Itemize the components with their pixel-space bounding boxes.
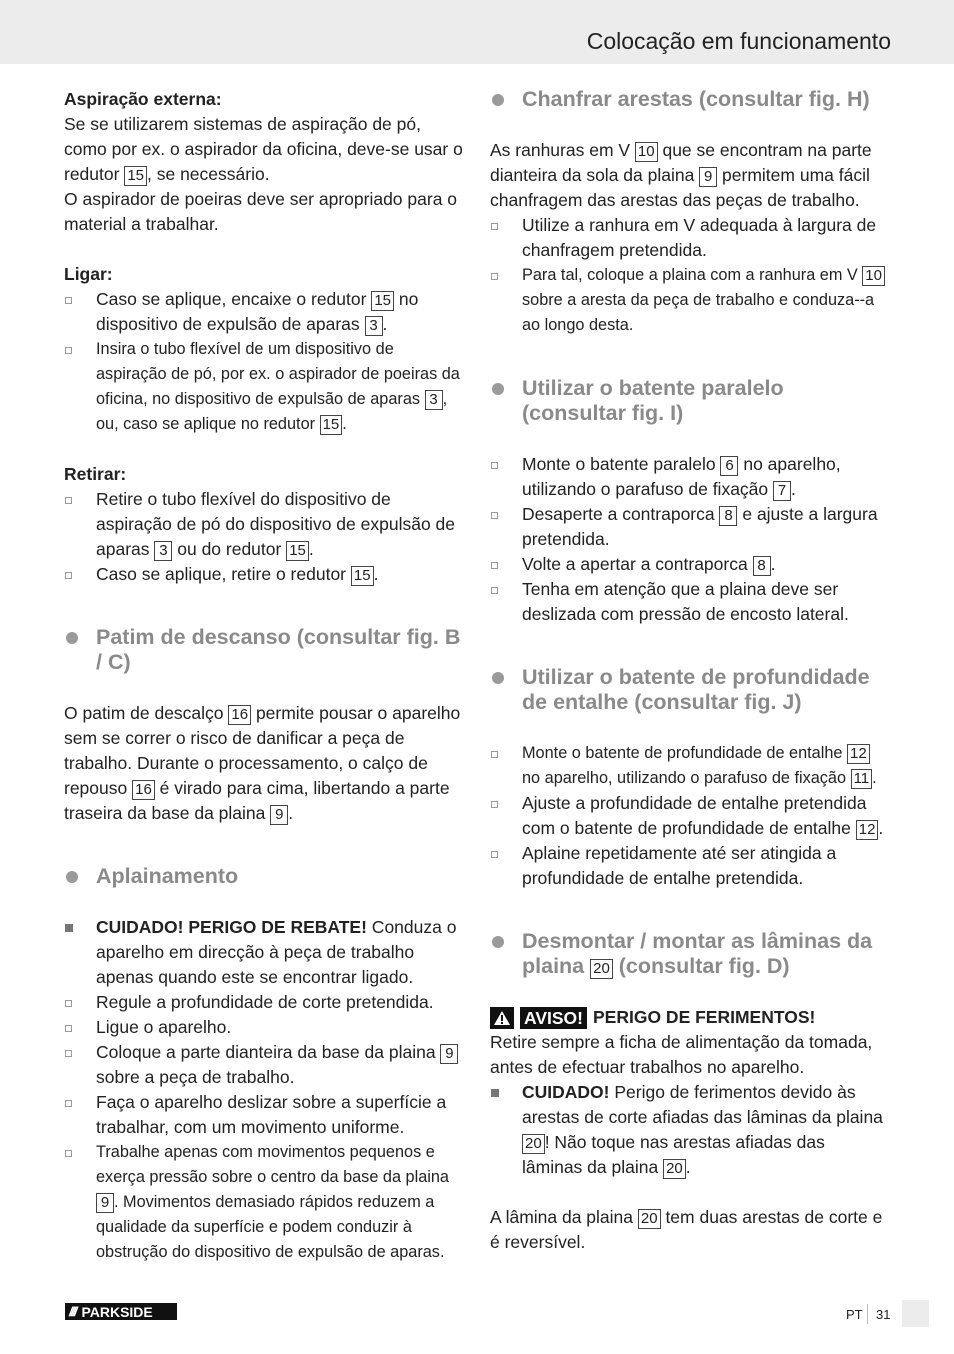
chamfer-list (490, 213, 890, 338)
ref-number: 8 (719, 506, 737, 526)
ref-number: 3 (425, 390, 443, 410)
list-item: Ligue o aparelho. (64, 1015, 464, 1040)
ref-number: 9 (440, 1044, 458, 1064)
list-item: Monte o batente de profundidade de entalhe 12 no aparelho, utilizando o parafuso de fixação 11 . (490, 741, 890, 791)
ref-number: 6 (720, 456, 738, 476)
parallel-stop-list (490, 452, 890, 627)
section-heading-parallel-stop: Utilizar o batente paralelo (consultar fig. I) (490, 376, 890, 426)
ref-number: 20 (638, 1209, 661, 1229)
page-number: 31 (876, 1307, 891, 1322)
ref-number: 15 (320, 415, 343, 435)
ref-number: 7 (773, 481, 791, 501)
remove-label: Retirar: (64, 464, 127, 484)
ref-number: 20 (522, 1134, 545, 1154)
right-column (490, 87, 890, 1255)
blades-list (490, 1080, 890, 1180)
warning-text: PERIGO DE FERIMENTOS! (593, 1007, 816, 1027)
ref-number: 11 (851, 769, 873, 789)
ref-number: 10 (862, 266, 885, 286)
ref-number: 15 (371, 291, 394, 311)
list-item: CUIDADO! PERIGO DE REBATE! Conduza o aparelho em direcção à peça de trabalho apenas quando este se encontrar ligado. (64, 915, 464, 990)
ref-number: 9 (96, 1193, 114, 1213)
ref-number: 15 (286, 541, 309, 561)
external-aspiration-note: O aspirador de poeiras deve ser apropriado para o material a trabalhar. (64, 189, 458, 234)
page-title: Colocação em funcionamento (586, 28, 891, 54)
warning-badge: AVISO! (520, 1007, 587, 1029)
ref-number: 16 (228, 705, 251, 725)
ref-number: 12 (856, 820, 879, 840)
list-item: Monte o batente paralelo 6 no aparelho, utilizando o parafuso de fixação 7 . (490, 452, 890, 502)
ref-number: 3 (365, 316, 383, 336)
section-heading-planing: Aplainamento (64, 864, 464, 889)
list-item: Tenha em atenção que a plaina deve ser deslizada com pressão de encosto lateral. (490, 577, 890, 627)
ref-number: 9 (270, 805, 288, 825)
left-column (64, 87, 464, 1265)
list-item: Volte a apertar a contraporca 8 . (490, 552, 890, 577)
list-item: Coloque a parte dianteira da base da plaina 9 sobre a peça de trabalho. (64, 1040, 464, 1090)
remove-list (64, 487, 464, 587)
external-aspiration-text: Se se utilizarem sistemas de aspiração de pó, como por ex. o aspirador da oficina, deve-se usar o redutor 15 , se necessário. (64, 114, 463, 184)
section-heading-chamfer: Chanfrar arestas (consultar fig. H) (490, 87, 890, 112)
ref-number: 9 (699, 167, 717, 187)
list-item: CUIDADO! Perigo de ferimentos devido às arestas de corte afiadas das lâminas da plaina 20 ! Não toque nas arestas afiadas das lâminas da plaina 20 . (490, 1080, 890, 1180)
list-item: Aplaine repetidamente até ser atingida a profundidade de entalhe pretendida. (490, 841, 890, 891)
section-heading-blades: Desmontar / montar as lâminas da plaina 20 (consultar fig. D) (490, 929, 890, 979)
list-item: Retire o tubo flexível do dispositivo de aspiração de pó do dispositivo de expulsão de aparas 3 ou do redutor 15 . (64, 487, 464, 562)
list-item: Trabalhe apenas com movimentos pequenos e exerça pressão sobre o centro da base da plaina 9 . Movimentos demasiado rápidos reduzem a qualidade da superfície e podem conduzir à obstrução do dispositivo de expulsão de aparas. (64, 1140, 464, 1265)
ref-number: 12 (847, 744, 870, 764)
ref-number: 20 (663, 1159, 686, 1179)
ref-number: 15 (124, 166, 147, 186)
list-item: Utilize a ranhura em V adequada à largura de chanfragem pretendida. (490, 213, 890, 263)
list-item: Caso se aplique, encaixe o redutor 15 no dispositivo de expulsão de aparas 3 . (64, 287, 464, 337)
list-item: Para tal, coloque a plaina com a ranhura em V 10 sobre a aresta da peça de trabalho e conduza--a ao longo desta. (490, 263, 890, 338)
brand-name: PARKSIDE (81, 1303, 153, 1320)
blades-text: Retire sempre a ficha de alimentação da tomada, antes de efectuar trabalhos no aparelho. (490, 1032, 873, 1077)
ref-number: 8 (753, 556, 771, 576)
list-item: Caso se aplique, retire o redutor 15 . (64, 562, 464, 587)
ref-number: 10 (635, 142, 658, 162)
switch-on-list (64, 287, 464, 437)
list-item: Insira o tubo flexível de um dispositivo de aspiração de pó, por ex. o aspirador de poeiras da oficina, no dispositivo de expulsão de aparas 3 , ou, caso se aplique no redutor 15 . (64, 337, 464, 437)
parkside-logo (65, 1303, 177, 1320)
footer-divider (867, 1304, 868, 1324)
ref-number: 20 (590, 959, 613, 979)
rest-shoe-text: O patim de descalço 16 permite pousar o aparelho sem se correr o risco de danificar a peça de trabalho. Durante o processamento, o calço de repouso 16 é virado para cima, libertando a parte traseira da base da plaina 9 . (64, 703, 461, 823)
language-code: PT (846, 1307, 863, 1322)
list-item: Desaperte a contraporca 8 e ajuste a largura pretendida. (490, 502, 890, 552)
warning-line (490, 1005, 890, 1030)
external-aspiration-label: Aspiração externa: (64, 89, 222, 109)
list-item: Regule a profundidade de corte pretendida. (64, 990, 464, 1015)
ref-number: 3 (154, 541, 172, 561)
page-corner-box (902, 1300, 929, 1327)
section-heading-depth-stop: Utilizar o batente de profundidade de entalhe (consultar fig. J) (490, 665, 890, 715)
planing-list (64, 915, 464, 1265)
switch-on-label: Ligar: (64, 264, 113, 284)
ref-number: 16 (132, 780, 155, 800)
list-item: Faça o aparelho deslizar sobre a superfície a trabalhar, com um movimento uniforme. (64, 1090, 464, 1140)
warning-triangle-icon (490, 1007, 514, 1029)
section-heading-rest-shoe: Patim de descanso (consultar fig. B / C) (64, 625, 464, 675)
page-header (0, 0, 954, 64)
depth-stop-list (490, 741, 890, 891)
list-item: Ajuste a profundidade de entalhe pretendida com o batente de profundidade de entalhe 12 . (490, 791, 890, 841)
logo-stripes-icon: //// (69, 1304, 76, 1319)
blade-reversible-text: A lâmina da plaina 20 tem duas arestas de corte e é reversível. (490, 1207, 883, 1252)
chamfer-text: As ranhuras em V 10 que se encontram na parte dianteira da sola da plaina 9 permitem uma fácil chanfragem das arestas das peças de trabalho. (490, 140, 872, 210)
ref-number: 15 (351, 566, 374, 586)
